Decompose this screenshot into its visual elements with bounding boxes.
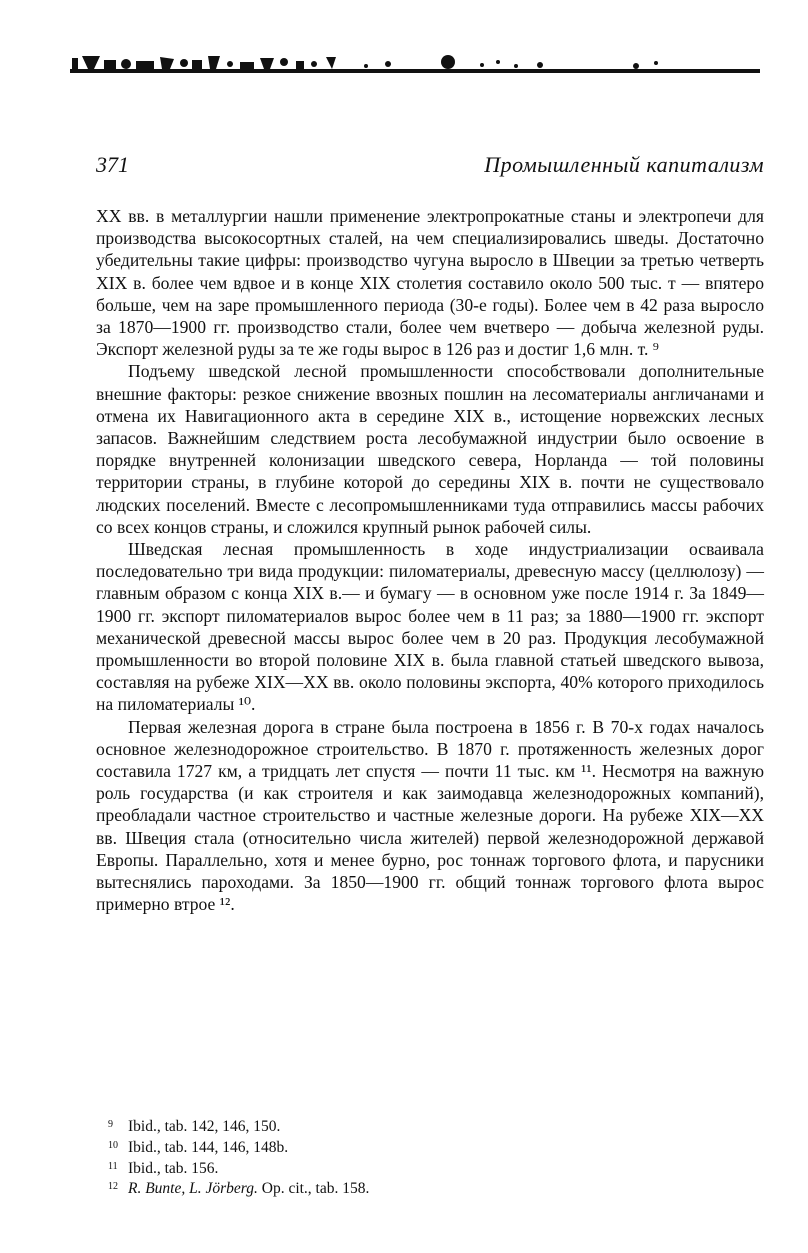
paragraph-2: Подъему шведской лесной промышленности способствовали дополнительные внешние факторы: резкое снижение ввозных пошлин на лесоматериалы англичанами и отмена их Навигационного акта в середине XIX в., истощение норвежских лесных запасов. Важнейшим следствием роста лесобумажной индустрии было освоение в порядке внутренней колонизации шведского севера, Норланда — той половины территории страны, в глубине которой до середины XIX в. почти не существовало людских поселений. Вместе с лесопромышленниками туда отправились массы рабочих со всех концов страны, и сложился крупный рынок рабочей силы. [96, 361, 764, 537]
footnote-text: Ibid., tab. 144, 146, 148b. [128, 1138, 289, 1156]
footnote-author: R. Bunte, L. Jörberg. [128, 1180, 258, 1198]
running-header [96, 152, 764, 188]
footnote-9 [96, 1116, 764, 1137]
section-title: Промышленный капитализм [484, 152, 764, 177]
paragraph-4: Первая железная дорога в стране была построена в 1856 г. В 70-х годах началось основное железнодорожное строительство. В 1870 г. протяженность железных дорог составила 1727 км, а тридцать лет спустя — почти 11 тыс. км ¹¹. Несмотря на важную роль государства (и как строителя и как заимодавца железнодорожных компаний), преобладали частное строительство и частные железные дороги. На рубеже XIX—XX вв. Швеция стала (относительно числа жителей) первой железнодорожной державой Европы. Параллельно, хотя и менее бурно, рос тоннаж торгового флота, и парусники вытеснялись пароходами. За 1850—1900 гг. общий тоннаж торгового флота вырос примерно втрое ¹². [96, 716, 764, 915]
main-text [96, 205, 764, 916]
footnote-mark: 9 [108, 1119, 113, 1130]
footnote-mark: 10 [108, 1139, 118, 1151]
page-number: 371 [96, 152, 129, 177]
footnote-10 [96, 1137, 764, 1158]
footnote-text: Ibid., tab. 142, 146, 150. [128, 1118, 281, 1135]
footnote-text: Op. cit., tab. 158. [257, 1180, 370, 1198]
footnote-12 [96, 1178, 764, 1199]
paragraph-3: Шведская лесная промышленность в ходе индустриализации осваивала последовательно три вида продукции: пиломатериалы, древесную массу (целлюлозу) — главным образом с конца XIX в.— и бумагу — в основном уже после 1914 г. За 1849—1900 гг. экспорт пиломатериалов вырос более чем в 11 раз; за 1880—1900 гг. экспорт механической древесной массы вырос более чем в 20 раз. Продукция лесобумажной промышленности во второй половине XIX в. была главной статьей шведского вывоза, составляя на рубеже XIX—XX вв. около половины экспорта, 40% которого приходилось на пиломатериалы ¹⁰. [96, 539, 764, 715]
footnotes [96, 1116, 764, 1199]
footnote-mark: 12 [108, 1181, 118, 1193]
paragraph-1: XX вв. в металлургии нашли применение электропрокатные станы и электропечи для производства высокосортных сталей, на чем специализировались шведы. Достаточно убедительны такие цифры: производство чугуна выросло в Швеции за третью четверть XIX в. более чем вдвое и в конце XIX столетия составило около 500 тыс. т — впятеро больше, чем на заре промышленного периода (30-е годы). Более чем в 42 раза выросло за 1870—1900 гг. производство стали, более чем вчетверо — добыча железной руды. Экспорт железной руды за те же годы вырос в 126 раз и достиг 1,6 млн. т. ⁹ [96, 206, 764, 360]
footnote-mark: 11 [108, 1160, 118, 1172]
footnote-text: Ibid., tab. 156. [128, 1159, 219, 1177]
decorative-header-rule [70, 52, 760, 82]
footnote-11 [96, 1158, 764, 1179]
